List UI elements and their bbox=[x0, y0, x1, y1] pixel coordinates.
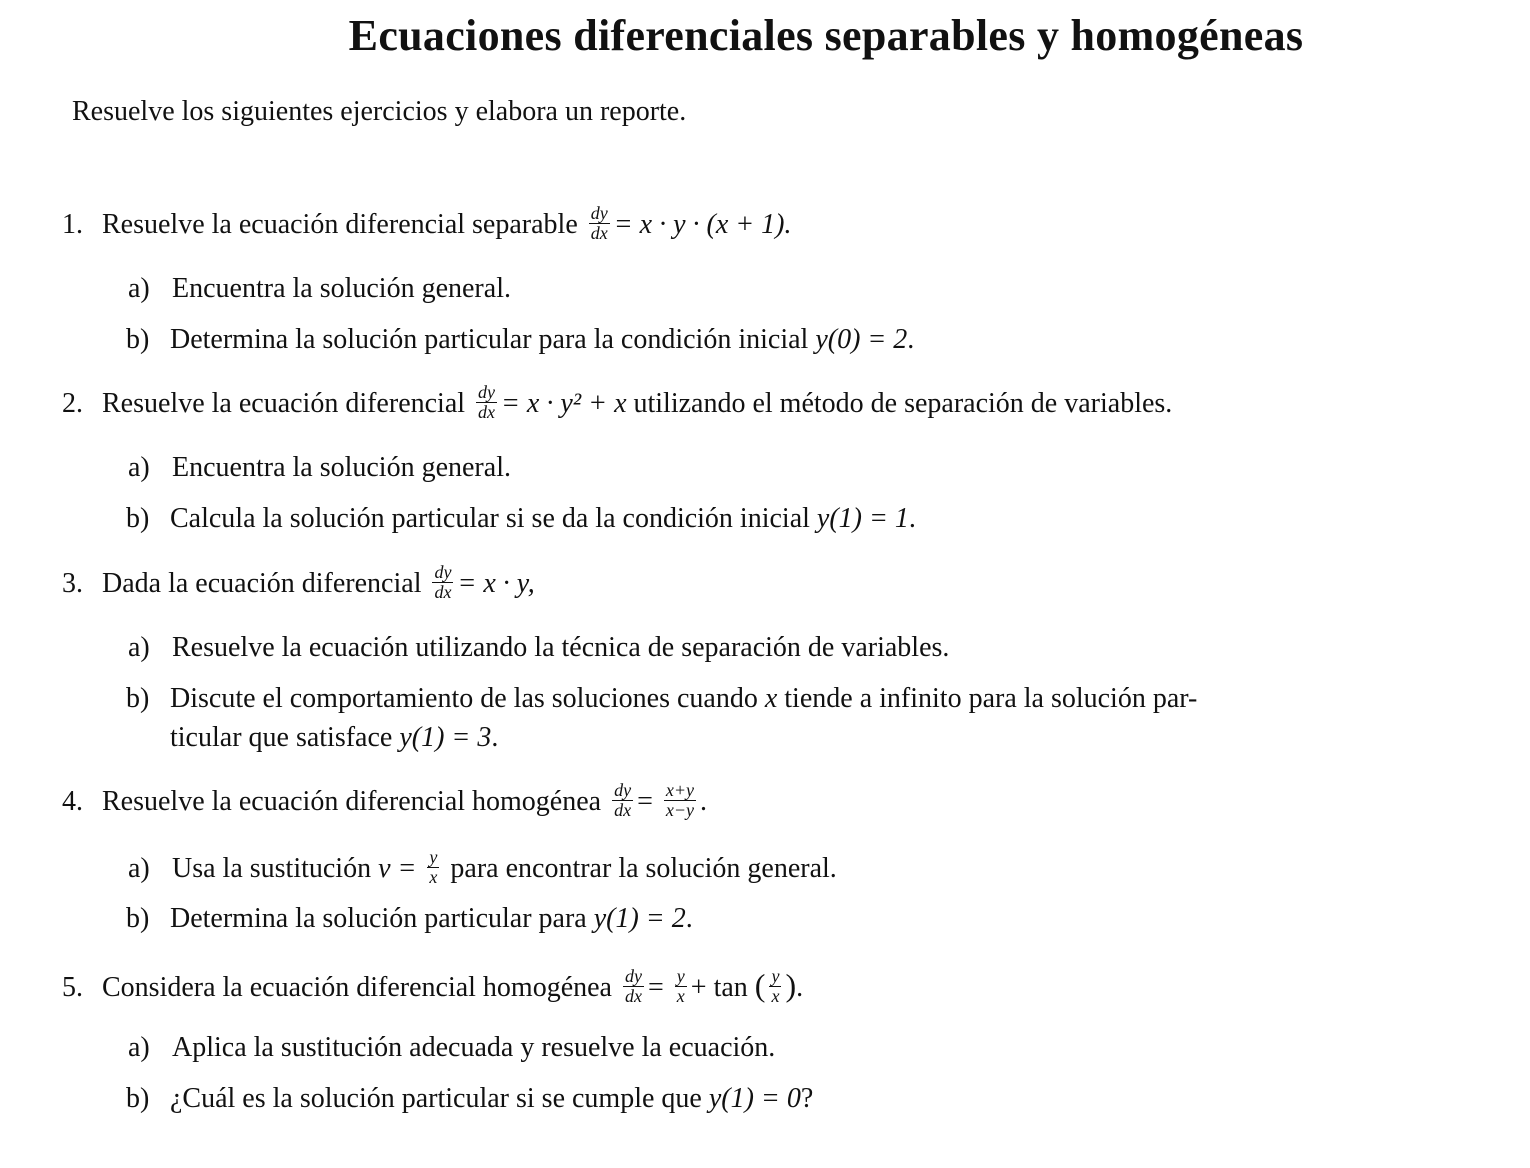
derivative-fraction: $\frac{dy}{dx}$ bbox=[478, 382, 496, 422]
equation-rhs: = x · y² + x bbox=[501, 387, 627, 419]
tan-argument-fraction: $\frac{y}{x}$ bbox=[771, 966, 780, 1007]
part-label: b) bbox=[126, 1083, 150, 1114]
problem-number: 1. bbox=[62, 208, 83, 240]
initial-condition: y(1) = 1 bbox=[816, 503, 909, 534]
problem-3-part-b bbox=[126, 682, 1197, 716]
problem-5-part-b: b) ¿Cuál es la solución particular si se cumple que y(1) = 0? bbox=[126, 1083, 814, 1114]
problem-3 bbox=[62, 562, 535, 605]
problem-3-part-a bbox=[128, 631, 949, 665]
problem-number: 3. bbox=[62, 567, 83, 599]
problem-text: Dada la ecuación diferencial bbox=[102, 567, 422, 599]
initial-condition: y(1) = 0 bbox=[708, 1083, 801, 1114]
problem-4: 4. Resuelve la ecuación diferencial homogénea $\frac{dy}{dx}$ = $\frac{x+y}{x-y}$ . bbox=[62, 780, 708, 820]
part-label: b) bbox=[126, 503, 150, 534]
initial-condition: y(1) = 3 bbox=[399, 722, 492, 753]
equation-rhs: = x · y · (x + 1). bbox=[613, 208, 792, 240]
problem-text-post: utilizando el método de separación de variables. bbox=[633, 387, 1173, 419]
substitution-fraction: $\frac{y}{x}$ bbox=[429, 847, 438, 887]
left-paren: ( bbox=[754, 967, 766, 1003]
rhs-fraction: $\frac{x+y}{x-y}$ bbox=[665, 780, 695, 820]
problem-2-part-a bbox=[128, 451, 511, 485]
derivative-fraction: $\frac{dy}{dx}$ bbox=[614, 780, 632, 820]
problem-text: Considera la ecuación diferencial homogénea bbox=[102, 972, 612, 1003]
part-label: b) bbox=[126, 683, 150, 714]
problem-1 bbox=[62, 203, 792, 246]
part-text: ¿Cuál es la solución particular si se cumple que bbox=[170, 1083, 702, 1114]
part-text: Calcula la solución particular si se da la condición inicial bbox=[170, 503, 810, 534]
problem-2 bbox=[62, 382, 1173, 425]
part-text: ticular que satisface bbox=[170, 722, 393, 753]
problem-3-part-b-cont: ticular que satisface y(1) = 3. bbox=[170, 722, 499, 753]
derivative-fraction: $\frac{dy}{dx}$ bbox=[625, 966, 642, 1007]
problem-5-part-a bbox=[128, 1031, 775, 1065]
problem-text: Resuelve la ecuación diferencial bbox=[102, 387, 466, 419]
problem-4-part-a bbox=[128, 847, 837, 890]
part-label: a) bbox=[128, 852, 150, 884]
document-title: Ecuaciones diferenciales separables y homogéneas bbox=[348, 11, 1304, 60]
derivative-fraction: $\frac{dy}{dx}$ bbox=[434, 562, 452, 602]
part-label: a) bbox=[128, 452, 150, 483]
problem-4-part-b: b) Determina la solución particular para y(1) = 2. bbox=[126, 903, 693, 934]
tan-term: + tan bbox=[690, 972, 748, 1003]
problem-5: 5. Considera la ecuación diferencial homogénea $\frac{dy}{dx}$ = $\frac{y}{x}$ + tan ( $\frac{y}{x}$ ). bbox=[62, 966, 804, 1007]
problem-1-part-a bbox=[128, 272, 511, 306]
problem-number: 4. bbox=[62, 785, 83, 817]
problem-2-part-b: b) Calcula la solución particular si se da la condición inicial y(1) = 1. bbox=[126, 503, 916, 534]
part-text: Discute el comportamiento de las soluciones cuando bbox=[170, 683, 758, 714]
part-label: b) bbox=[126, 903, 150, 934]
part-text: Resuelve la ecuación utilizando la técnica de separación de variables. bbox=[172, 632, 950, 663]
equals-sign: = bbox=[648, 972, 664, 1003]
equation-rhs: = x · y, bbox=[457, 567, 535, 599]
problem-number: 5. bbox=[62, 972, 83, 1003]
part-label: b) bbox=[126, 324, 150, 355]
part-text: Usa la sustitución bbox=[172, 852, 372, 884]
ratio-fraction: $\frac{y}{x}$ bbox=[676, 966, 685, 1007]
part-text: Encuentra la solución general. bbox=[172, 273, 511, 304]
part-label: a) bbox=[128, 273, 150, 304]
part-label: a) bbox=[128, 1032, 150, 1063]
derivative-fraction: $\frac{dy}{dx}$ bbox=[590, 203, 608, 243]
problem-text: Resuelve la ecuación diferencial separable bbox=[102, 208, 578, 240]
part-label: a) bbox=[128, 632, 150, 663]
part-text: Determina la solución particular para la condición inicial bbox=[170, 324, 809, 355]
equals-sign: = bbox=[637, 785, 653, 817]
problem-text: Resuelve la ecuación diferencial homogénea bbox=[102, 785, 602, 817]
part-text-post: para encontrar la solución general. bbox=[450, 852, 837, 884]
problem-1-part-b: b) Determina la solución particular para la condición inicial y(0) = 2. bbox=[126, 324, 915, 355]
initial-condition: y(0) = 2 bbox=[815, 324, 908, 355]
part-text: Aplica la sustitución adecuada y resuelve la ecuación. bbox=[172, 1032, 776, 1063]
part-text: Determina la solución particular para bbox=[170, 903, 587, 934]
intro-text: Resuelve los siguientes ejercicios y elabora un reporte. bbox=[72, 96, 687, 127]
part-text-cont: tiende a infinito para la solución par- bbox=[784, 683, 1198, 714]
variable-x: x bbox=[764, 683, 778, 714]
substitution: v = bbox=[378, 852, 417, 884]
right-paren: ) bbox=[785, 967, 797, 1003]
initial-condition: y(1) = 2 bbox=[593, 903, 686, 934]
problem-number: 2. bbox=[62, 387, 83, 419]
part-text: Encuentra la solución general. bbox=[172, 452, 511, 483]
